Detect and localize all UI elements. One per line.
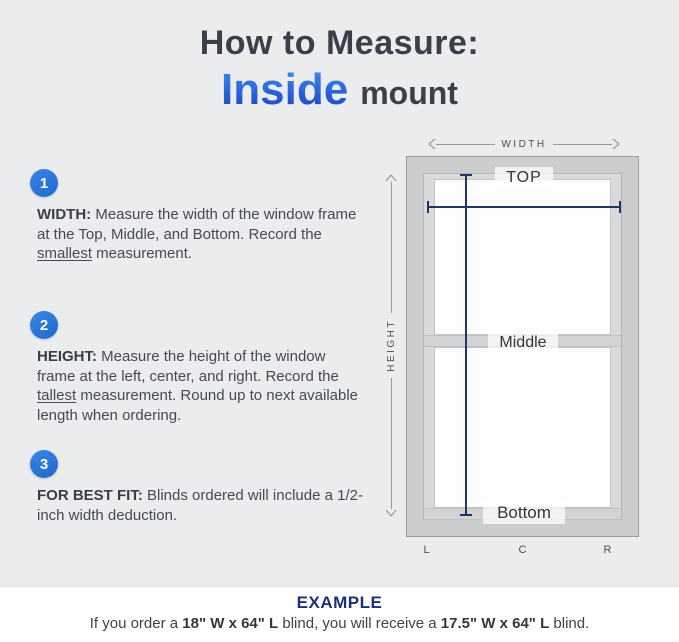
text-segment: FOR BEST FIT: [37, 487, 147, 504]
text-segment: Measure the width of the window frame at the Top, Middle, and Bottom. Record the [37, 206, 357, 243]
label-top: TOP [495, 167, 553, 188]
example-heading: EXAMPLE [296, 593, 383, 612]
step-1-number-badge: 1 [30, 169, 58, 197]
arrow-up-chevron-icon [385, 173, 397, 182]
height-dimension-arrow [383, 173, 399, 518]
arrow-left-chevron-icon [427, 138, 436, 150]
width-measure-cap-left [427, 201, 429, 213]
step-2-text [37, 347, 367, 425]
text-segment: smallest [37, 245, 93, 262]
step-1-text [37, 205, 367, 264]
step-2-number-badge: 2 [30, 311, 58, 339]
title-highlight: Inside [221, 65, 349, 114]
example-footer [0, 587, 679, 642]
window-pane-top [434, 179, 611, 335]
step-2 [30, 311, 370, 425]
label-middle: Middle [488, 332, 558, 353]
label-bottom: Bottom [483, 502, 565, 524]
text-segment: 17.5" W x 64" L [440, 615, 550, 632]
label-center: C [518, 544, 528, 556]
label-right: R [603, 544, 613, 556]
height-measure-line [465, 174, 467, 516]
height-arrow-line-top [391, 182, 392, 313]
page-title [0, 24, 679, 115]
width-arrow-label: WIDTH [501, 138, 547, 150]
width-arrow-line-right [553, 144, 612, 145]
text-segment: Blinds ordered will include a 1/2-inch width deduction. [37, 487, 363, 524]
text-segment: blind, you will receive a [278, 615, 441, 632]
text-segment: HEIGHT: [37, 348, 102, 365]
height-arrow-label: HEIGHT [385, 319, 397, 372]
text-segment: Measure the height of the window frame at the left, center, and right. Record the [37, 348, 339, 385]
text-segment: WIDTH: [37, 206, 96, 223]
title-suffix: mount [360, 75, 458, 111]
arrow-down-chevron-icon [385, 509, 397, 518]
step-3-number-badge: 3 [30, 450, 58, 478]
example-text [0, 615, 679, 632]
title-line2 [0, 65, 679, 115]
step-1 [30, 169, 370, 264]
width-dimension-arrow [427, 137, 621, 151]
arrow-right-chevron-icon [612, 138, 621, 150]
text-segment: 18" W x 64" L [182, 615, 279, 632]
label-left: L [423, 544, 431, 556]
height-arrow-line-bottom [391, 378, 392, 509]
text-segment: blind. [549, 615, 590, 632]
text-segment: tallest [37, 387, 77, 404]
title-line1: How to Measure: [199, 24, 480, 62]
step-3-text [37, 486, 367, 525]
text-segment: measurement. Round up to next available length when ordering. [37, 387, 359, 424]
step-3 [30, 450, 370, 525]
width-measure-line [427, 206, 621, 208]
width-measure-cap-right [619, 201, 621, 213]
window-diagram [380, 130, 650, 570]
window-pane-bottom [434, 347, 611, 508]
height-measure-cap-bottom [460, 514, 472, 516]
text-segment: measurement. [92, 245, 193, 262]
height-measure-cap-top [460, 174, 472, 176]
width-arrow-line-left [436, 144, 495, 145]
text-segment: If you order a [89, 615, 183, 632]
